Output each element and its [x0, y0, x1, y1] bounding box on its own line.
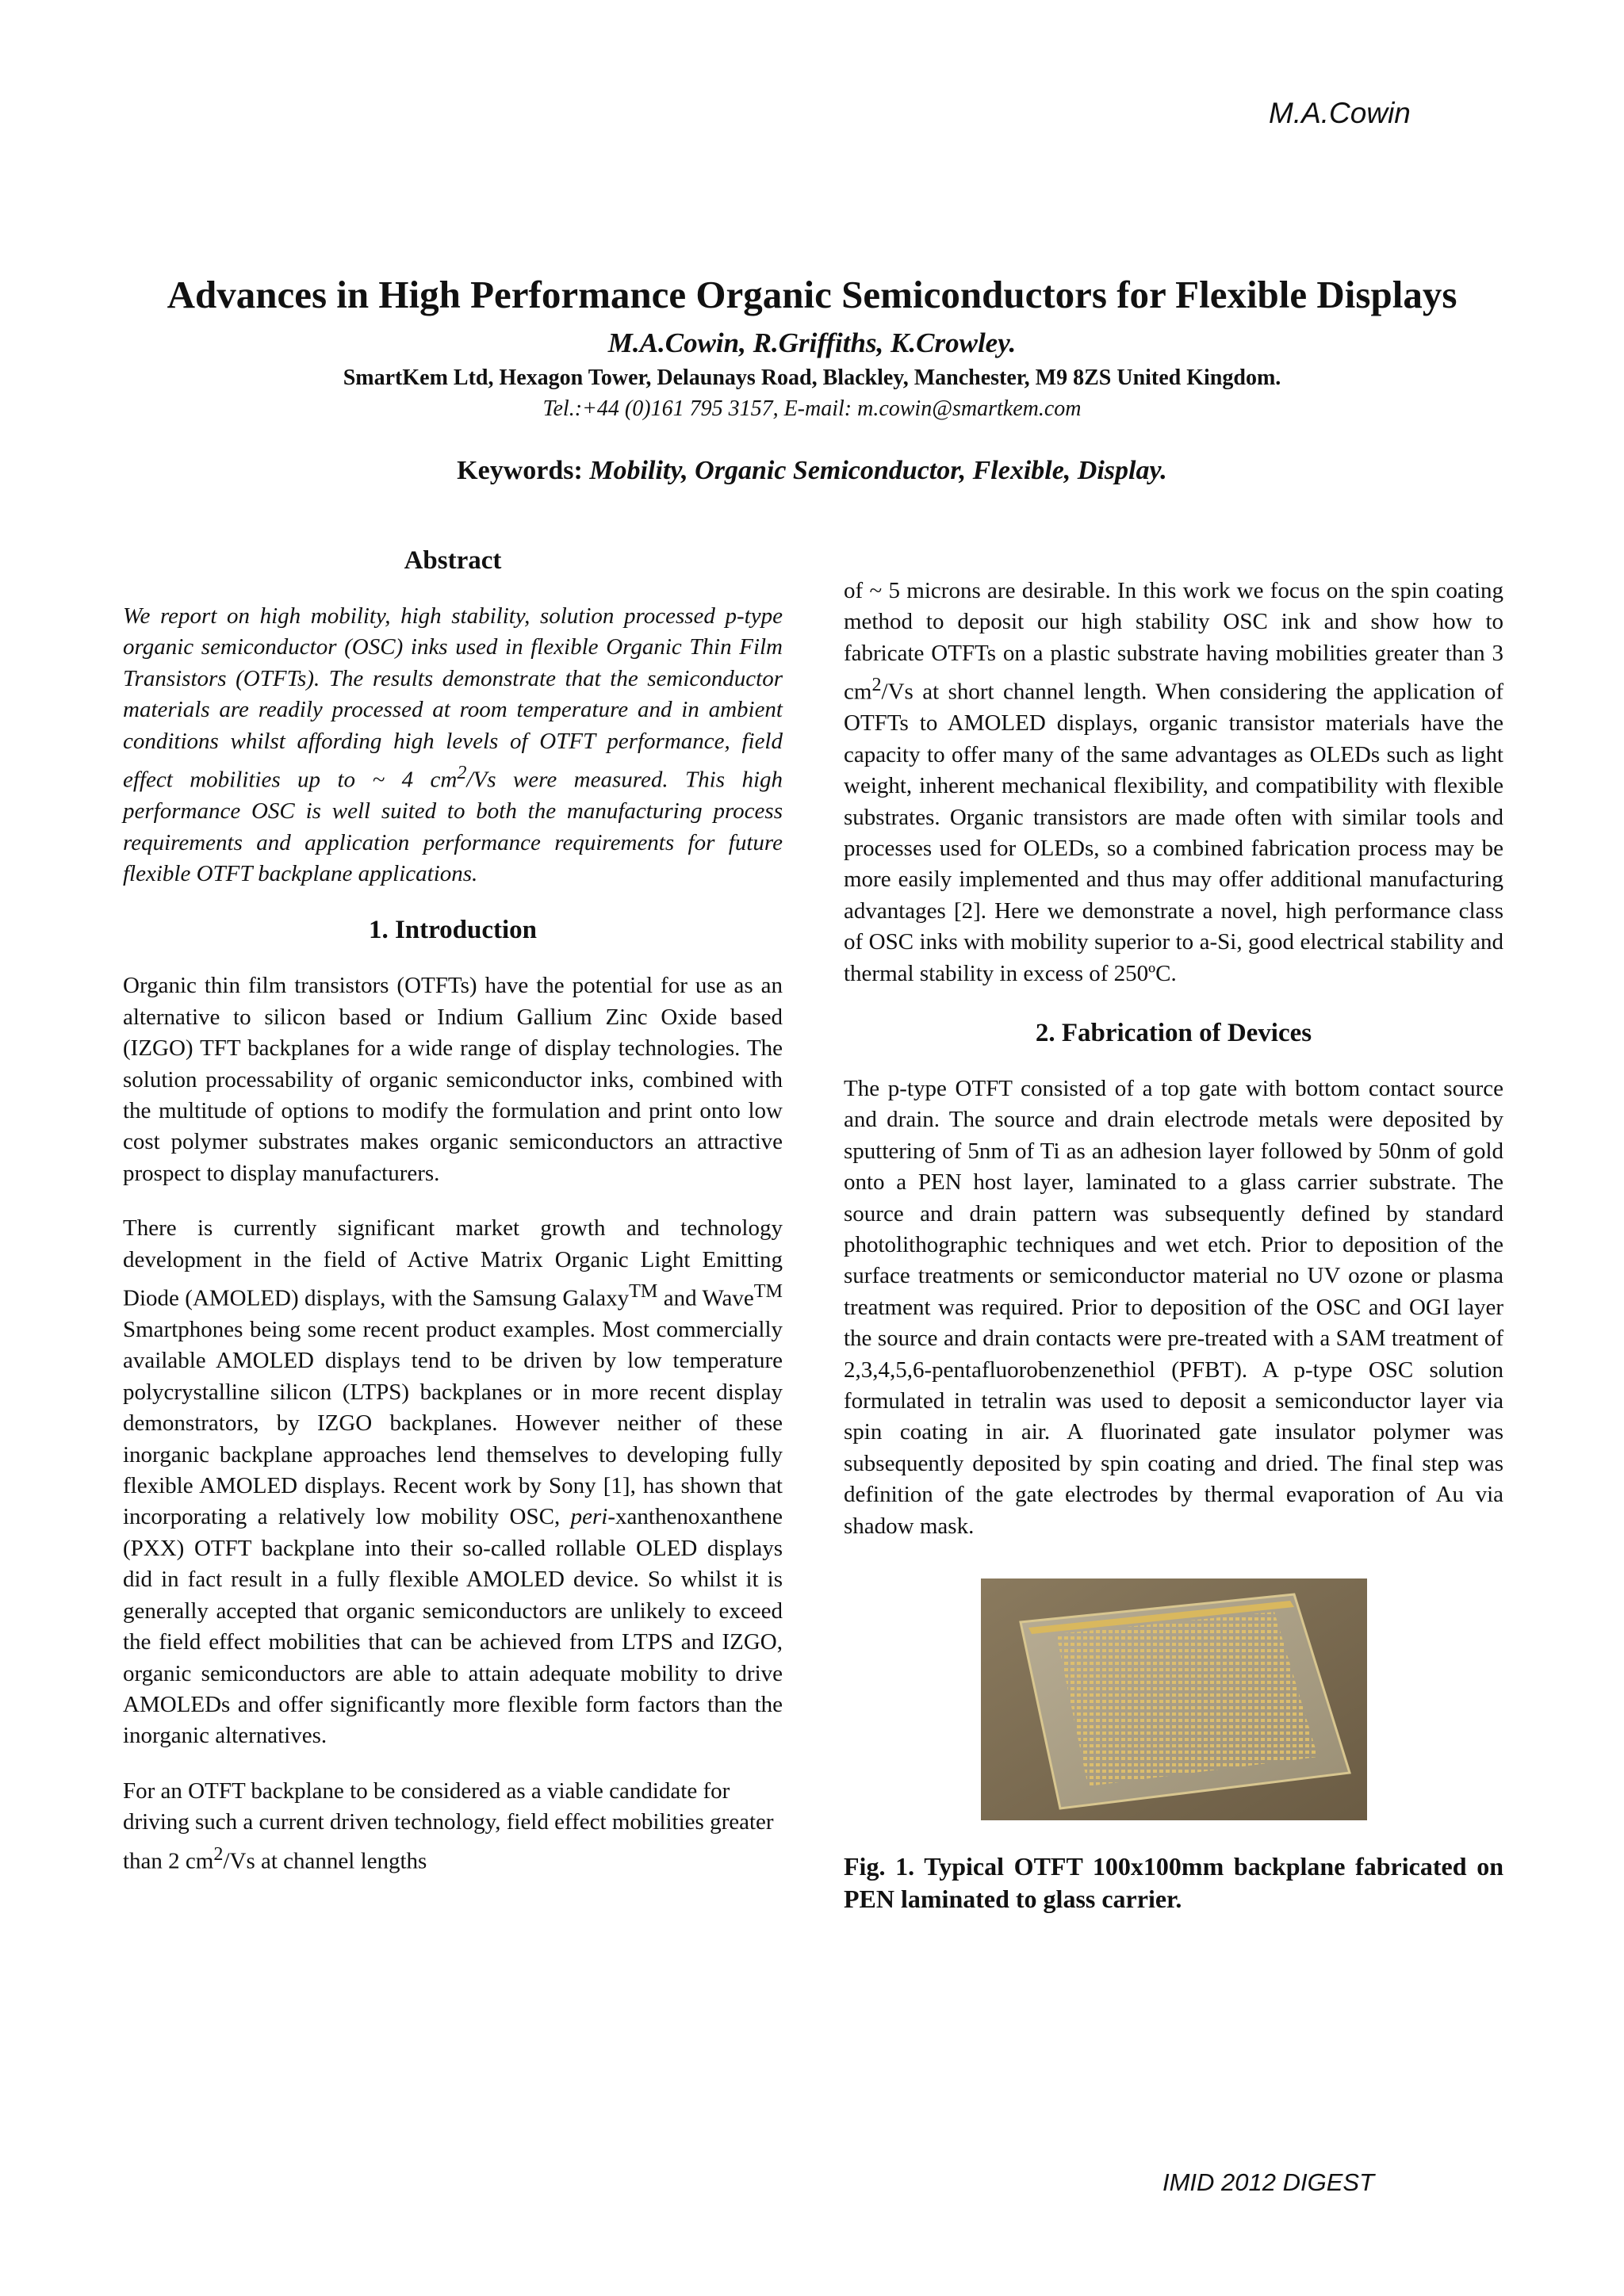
- affiliation: SmartKem Ltd, Hexagon Tower, Delaunays Road, Blackley, Manchester, M9 8ZS United Kingdom.: [343, 365, 1281, 390]
- intro-paragraph-1: Organic thin film transistors (OTFTs) have the potential for use as an alternative to silicon based or Indium Gallium Zinc Oxide based (IZGO) TFT backplanes for a wide range of display technologies. The solution processability of organic semiconductor inks, combined with the multitude of options to modify the formulation and print onto low cost polymer substrates makes organic semiconductors an attractive prospect to display manufacturers.: [123, 973, 783, 1186]
- fabrication-paragraph: The p-type OTFT consisted of a top gate with bottom contact source and drain. The source and drain electrode metals were deposited by sputtering of 5nm of Ti as an adhesion layer followed by 50nm of gold onto a PEN host layer, laminated to a glass carrier substrate. The source and drain pattern was subsequently defined by standard photolithographic techniques and wet etch. Prior to deposition of the surface treatments or semiconductor material no UV ozone or plasma treatment was required. Prior to deposition of the OSC and OGI layer the source and drain contacts were pre-treated with a SAM treatment of 2,3,4,5,6-pentafluorobenzenethiol (PFBT). A p-type OSC solution formulated in tetralin was used to deposit a semiconductor layer via spin coating in air. A fluorinated gate insulator polymer was subsequently deposited by spin coating and dried. The final step was definition of the gate electrodes by thermal evaporation of Au via shadow mask.: [844, 1075, 1503, 1539]
- running-header-author: M.A.Cowin: [1269, 97, 1411, 129]
- abstract-heading: Abstract: [404, 546, 502, 575]
- contact-info: Tel.:+44 (0)161 795 3157, E-mail: m.cowin@smartkem.com: [542, 396, 1082, 421]
- figure-caption: Fig. 1. Typical OTFT 100x100mm backplane fabricated on PEN laminated to glass carrier.: [844, 1852, 1503, 1914]
- keywords-line: [0, 456, 1624, 486]
- running-footer: IMID 2012 DIGEST: [1162, 2168, 1375, 2196]
- right-column: [844, 576, 1503, 1915]
- introduction-heading: 1. Introduction: [368, 916, 538, 945]
- intro-paragraph-2: There is currently significant market growth and technology development in the field of Active Matrix Organic Light Emitting Diode (AMOLED) displays, with the Samsung Galaxy™ and Wave™ Smartphones being some recent product examples. Most commercially available AMOLED displays tend to be driven by low temperature polycrystalline silicon (LTPS) backplanes or in more recent display demonstrators, by IZGO backplanes. However neither of these inorganic backplane approaches lend themselves to developing fully flexible AMOLED displays. Recent work by Sony [1], has shown that incorporating a relatively low mobility OSC, peri-xanthenoxanthene (PXX) OTFT backplane into their so-called rollable OLED displays did in fact result in a fully flexible AMOLED device. So whilst it is generally accepted that organic semiconductors are unlikely to exceed the field effect mobilities that can be achieved from LTPS and IZGO, organic semiconductors are able to attain adequate mobility to drive AMOLEDs and offer significantly more flexible form factors than the inorganic alternatives.: [123, 1215, 783, 1749]
- electrode-array: [1056, 1612, 1318, 1786]
- paper-title: Advances in High Performance Organic Semiconductors for Flexible Displays: [167, 273, 1457, 316]
- keywords-value: Mobility, Organic Semiconductor, Flexible, Display.: [589, 456, 1167, 485]
- left-column: [123, 544, 783, 1877]
- intro-paragraph-3: For an OTFT backplane to be considered as a viable candidate for driving such a current driven technology, field effect mobilities greater than 2 $cm^2/Vs$ at channel lengths: [123, 1777, 774, 1874]
- backplane-photo: [981, 1578, 1367, 1820]
- keywords-label: Keywords:: [457, 456, 583, 485]
- author-list: M.A.Cowin, R.Griffiths, K.Crowley.: [607, 327, 1017, 358]
- abstract-text: We report on high mobility, high stability, solution processed p-type organic semiconductor (OSC) inks used in flexible Organic Thin Film Transistors (OTFTs). The results demonstrate that the semiconductor materials are readily processed at room temperature and in ambient conditions whilst affording high levels of OTFT performance, field effect mobilities up to ~ 4 $cm^2/Vs$ were measured. This high performance OSC is well suited to both the manufacturing process requirements and application performance requirements for future flexible OTFT backplane applications.: [123, 603, 783, 886]
- intro-paragraph-continued: of ~ 5 microns are desirable. In this work we focus on the spin coating method to deposit our high stability OSC ink and show how to fabricate OTFTs on a plastic substrate having mobilities greater than 3 $cm^2/Vs$ at short channel length. When considering the application of OTFTs to AMOLED displays, organic transistor materials have the capacity to offer many of the same advantages as OLEDs such as light weight, inherent mechanical flexibility, and compatibility with flexible substrates. Organic transistors are made often with similar tools and processes used for OLEDs, so a combined fabrication process may be more easily implemented and thus may offer additional manufacturing advantages [2]. Here we demonstrate a novel, high performance class of OSC inks with mobility superior to a-Si, good electrical stability and thermal stability in excess of 250ºC.: [844, 578, 1503, 986]
- fabrication-heading: 2. Fabrication of Devices: [1035, 1018, 1312, 1047]
